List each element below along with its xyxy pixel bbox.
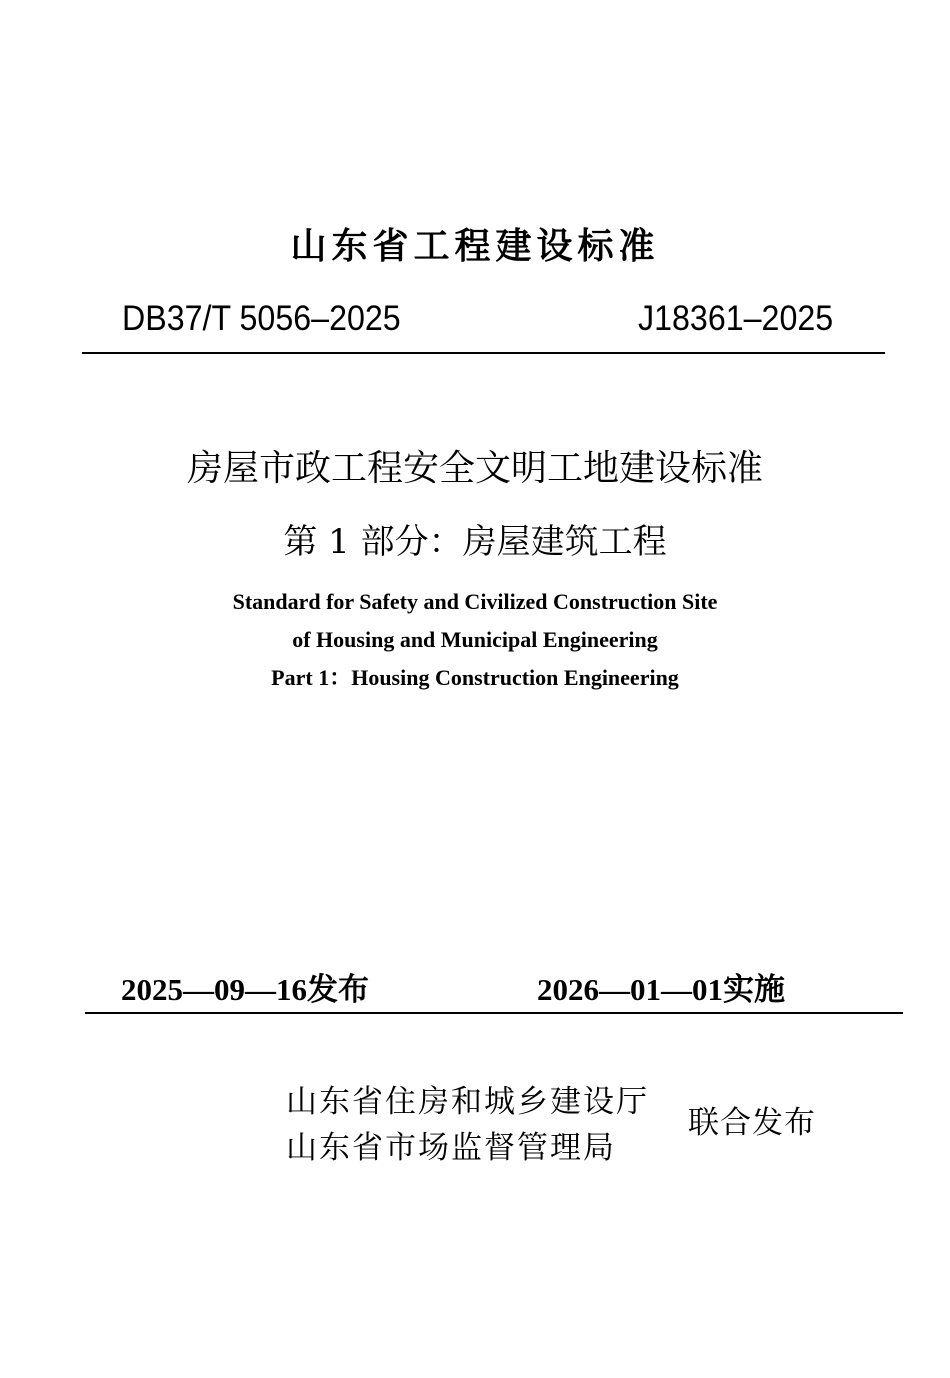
standard-category-heading: 山东省工程建设标准: [290, 226, 660, 267]
document-title-english-line3: Part 1：Housing Construction Engineering: [271, 665, 679, 690]
issue-date-label: 发布: [307, 972, 369, 1008]
document-title-english-line1: Standard for Safety and Civilized Construction Site: [232, 589, 718, 614]
standard-code: DB37/T 5056–2025: [122, 299, 401, 338]
effective-date-label: 实施: [723, 972, 785, 1008]
date-divider: [85, 1012, 903, 1014]
issue-date-value: 2025—09—16: [121, 972, 307, 1007]
issue-date: [121, 970, 369, 1010]
joint-publication-label: 联合发布: [688, 1105, 816, 1141]
publisher-agency-housing: 山东省住房和城乡建设厅: [286, 1084, 649, 1120]
effective-date: [537, 970, 785, 1010]
document-title-english-line2: of Housing and Municipal Engineering: [292, 627, 658, 652]
document-title-chinese: 房屋市政工程安全文明工地建设标准: [186, 448, 763, 489]
publisher-agency-market-supervision: 山东省市场监督管理局: [286, 1130, 616, 1166]
document-part-title-chinese: 第 1 部分：房屋建筑工程: [283, 522, 667, 562]
record-number: J18361–2025: [638, 299, 834, 338]
effective-date-value: 2026—01—01: [537, 972, 723, 1007]
header-divider: [82, 352, 885, 354]
